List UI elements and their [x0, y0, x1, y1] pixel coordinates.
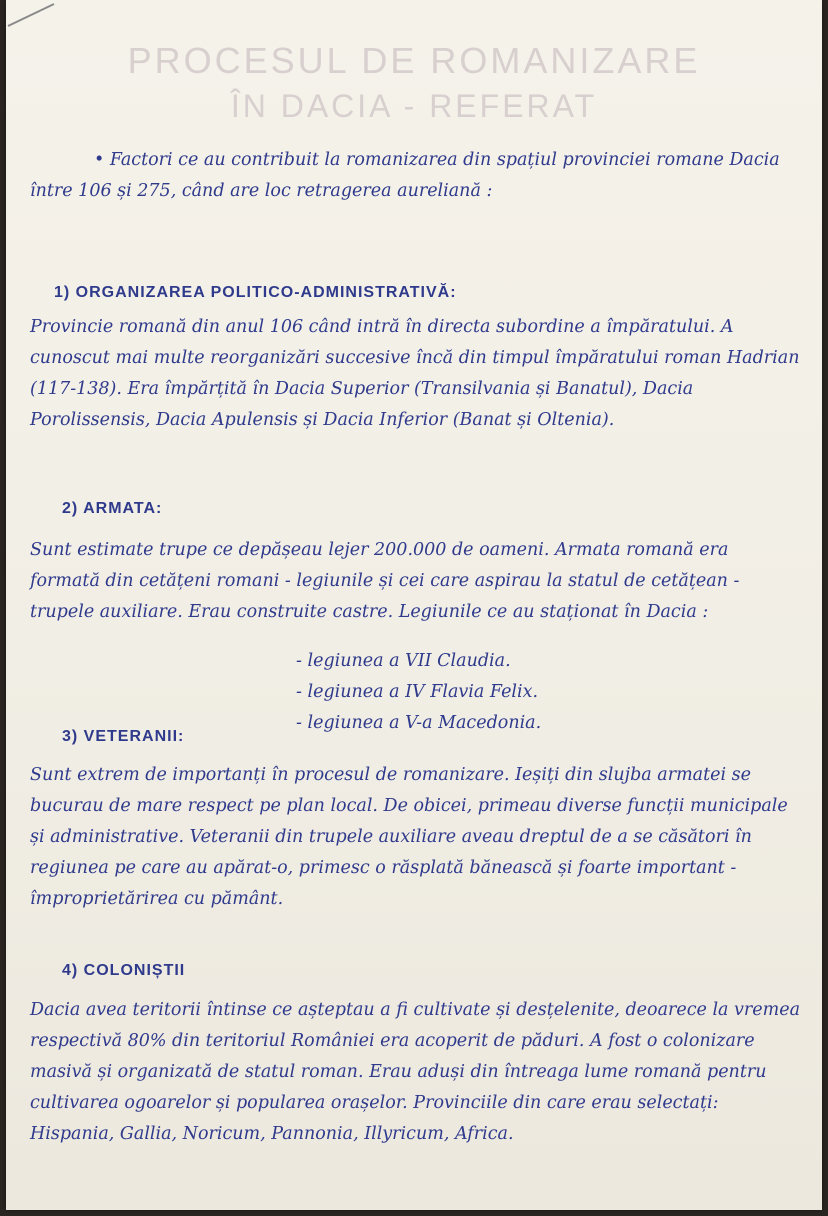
section-heading-organization: 1) ORGANIZAREA POLITICO-ADMINISTRATIVĂ: — [54, 284, 457, 301]
section-text-colonists: Dacia avea teritorii întinse ce așteptau a fi cultivate și desțelenite, deoarece la vremea respectivă 80% din teritoriul României era acoperit de păduri. A fost o colonizare masivă și organizată de statul roman. Erau aduși din întreaga lume romană pentru cultivarea ogoarelor și popularea orașelor. Provinciile din care erau selectați: Hispania, Gallia, Noricum, Pannonia, Illyricum, Africa. — [30, 1000, 801, 1144]
intro-paragraph: • Factori ce au contribuit la romanizarea din spațiul provinciei romane Dacia între 106 și 275, când are loc retragerea aureliană : — [30, 150, 780, 201]
section-heading-army: 2) ARMATA: — [62, 500, 163, 517]
section-text-veterans: Sunt extrem de importanți în procesul de romanizare. Ieșiți din slujba armatei se bucurau de mare respect pe plan local. De obicei, primeau diverse funcții municipale și administrative. Veteranii din trupele auxiliare aveau dreptul de a se căsători în regiunea pe care au apărat-o, primesc o răsplată bănească și foarte important - împroprietărirea cu pământ. — [30, 765, 788, 909]
section-text-organization: Provincie romană din anul 106 când intră în directa subordine a împăratului. A cunoscut mai multe reorganizări succesive încă din timpul împăratului roman Hadrian (117-138). Era împărțită în Dacia Superior (Transilvania și Banatul), Dacia Porolissensis, Dacia Apulensis și Dacia Inferior (Banat și Oltenia). — [30, 317, 800, 430]
title-line-1: PROCESUL DE ROMANIZARE — [127, 40, 701, 81]
list-item: - legiunea a V-a Macedonia. — [296, 708, 541, 739]
legions-list — [296, 646, 541, 739]
list-item: - legiunea a IV Flavia Felix. — [296, 677, 541, 708]
list-item: - legiunea a VII Claudia. — [296, 646, 541, 677]
section-heading-veterans: 3) VETERANII: — [62, 728, 185, 745]
title-line-2: ÎN DACIA - REFERAT — [230, 88, 598, 124]
section-heading-colonists: 4) COLONIȘTII — [62, 962, 186, 979]
section-text-army: Sunt estimate trupe ce depășeau lejer 200.000 de oameni. Armata romană era formată din cetățeni romani - legiunile și cei care aspirau la statul de cetățean - trupele auxiliare. Erau construite castre. Legiunile ce au staționat în Dacia : — [30, 540, 740, 622]
pencil-stroke-icon — [6, 0, 66, 30]
paper-sheet — [6, 0, 822, 1210]
